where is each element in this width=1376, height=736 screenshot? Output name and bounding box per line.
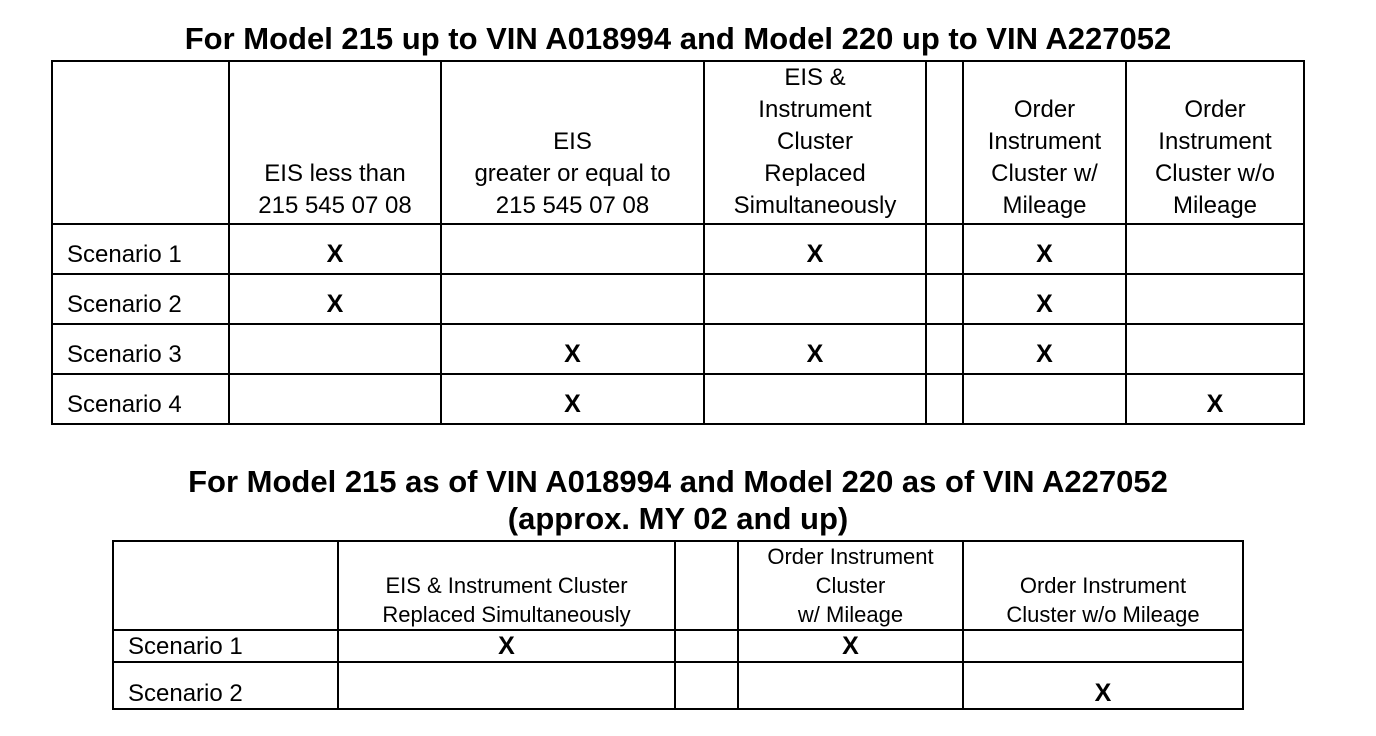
table-cell bbox=[1126, 274, 1304, 324]
row-label: Scenario 2 bbox=[52, 274, 229, 324]
table-cell bbox=[704, 224, 926, 274]
table-row bbox=[113, 662, 1243, 709]
spacer-cell bbox=[675, 662, 738, 709]
check-mark: X bbox=[564, 390, 581, 418]
table-cell bbox=[738, 630, 963, 662]
check-mark: X bbox=[842, 632, 859, 660]
header-cell: EIS & Instrument Cluster Replaced Simultaneously bbox=[704, 61, 926, 224]
check-mark: X bbox=[1036, 340, 1053, 368]
check-mark: X bbox=[498, 632, 515, 660]
table-header-row bbox=[113, 541, 1243, 630]
check-mark: X bbox=[1094, 679, 1112, 707]
table-cell bbox=[441, 224, 704, 274]
header-cell bbox=[52, 61, 229, 224]
table-cell bbox=[338, 662, 675, 709]
section2-subtitle: (approx. MY 02 and up) bbox=[507, 501, 849, 536]
table-cell bbox=[1126, 324, 1304, 374]
table-cell bbox=[229, 274, 441, 324]
table-cell bbox=[441, 324, 704, 374]
table-row bbox=[113, 630, 1243, 662]
table-cell bbox=[738, 662, 963, 709]
table-row bbox=[52, 224, 1304, 274]
check-mark: X bbox=[1206, 390, 1224, 418]
scenario-table-early-models bbox=[51, 60, 1305, 425]
spacer-cell bbox=[926, 324, 963, 374]
check-mark: X bbox=[1036, 240, 1053, 268]
header-cell: Order Instrument Cluster w/ Mileage bbox=[963, 61, 1126, 224]
table-cell bbox=[963, 224, 1126, 274]
check-mark: X bbox=[326, 290, 344, 318]
spacer-cell bbox=[675, 541, 738, 630]
spacer-cell bbox=[926, 61, 963, 224]
scenario-table-later-models bbox=[112, 540, 1244, 710]
header-cell: Order Instrument Cluster w/o Mileage bbox=[1126, 61, 1304, 224]
check-mark: X bbox=[806, 340, 824, 368]
table-cell bbox=[229, 324, 441, 374]
check-mark: X bbox=[806, 240, 824, 268]
row-label: Scenario 4 bbox=[52, 374, 229, 424]
table-row bbox=[52, 374, 1304, 424]
row-label: Scenario 1 bbox=[52, 224, 229, 274]
spacer-cell bbox=[926, 374, 963, 424]
check-mark: X bbox=[1036, 290, 1053, 318]
row-label: Scenario 1 bbox=[113, 630, 338, 662]
section1-title: For Model 215 up to VIN A018994 and Model 220 up to VIN A227052 bbox=[184, 21, 1172, 56]
table-cell bbox=[963, 630, 1243, 662]
header-cell: EIS & Instrument Cluster Replaced Simultaneously bbox=[338, 541, 675, 630]
check-mark: X bbox=[326, 240, 344, 268]
table-cell bbox=[704, 274, 926, 324]
table-cell bbox=[704, 374, 926, 424]
header-cell: Order Instrument Cluster w/o Mileage bbox=[963, 541, 1243, 630]
table-cell bbox=[963, 374, 1126, 424]
table-row bbox=[52, 274, 1304, 324]
header-cell bbox=[113, 541, 338, 630]
table-cell bbox=[963, 662, 1243, 709]
header-cell: EIS greater or equal to 215 545 07 08 bbox=[441, 61, 704, 224]
row-label: Scenario 3 bbox=[52, 324, 229, 374]
header-cell: Order Instrument Cluster w/ Mileage bbox=[738, 541, 963, 630]
table-cell bbox=[441, 374, 704, 424]
header-cell: EIS less than 215 545 07 08 bbox=[229, 61, 441, 224]
table-cell bbox=[229, 374, 441, 424]
row-label: Scenario 2 bbox=[113, 662, 338, 709]
spacer-cell bbox=[926, 274, 963, 324]
table-cell bbox=[338, 630, 675, 662]
table-row bbox=[52, 324, 1304, 374]
table-cell bbox=[1126, 224, 1304, 274]
check-mark: X bbox=[564, 340, 581, 368]
table-cell bbox=[441, 274, 704, 324]
table-cell bbox=[229, 224, 441, 274]
table-cell bbox=[704, 324, 926, 374]
table-header-row bbox=[52, 61, 1304, 224]
section2-title: For Model 215 as of VIN A018994 and Model 220 as of VIN A227052 bbox=[188, 464, 1168, 499]
table-cell bbox=[963, 274, 1126, 324]
spacer-cell bbox=[675, 630, 738, 662]
spacer-cell bbox=[926, 224, 963, 274]
table-cell bbox=[963, 324, 1126, 374]
table-cell bbox=[1126, 374, 1304, 424]
